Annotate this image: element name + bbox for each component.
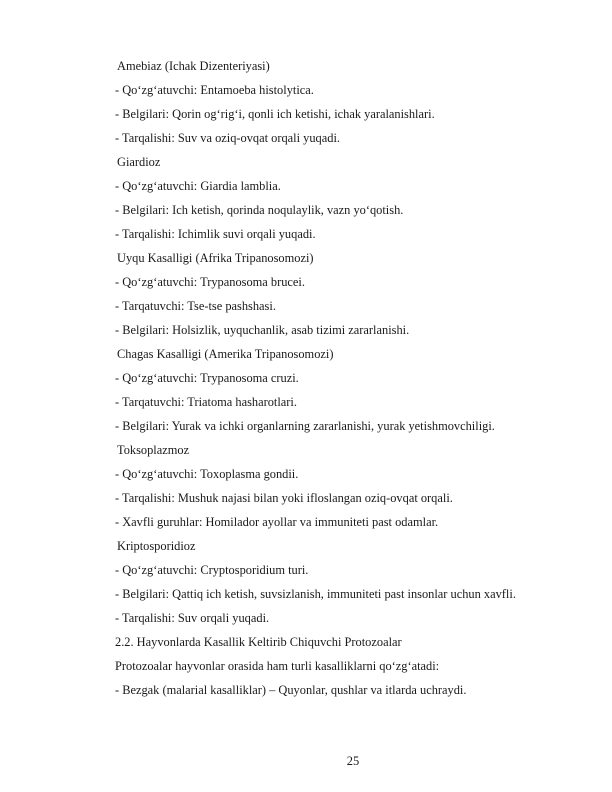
text-line: - Belgilari: Yurak va ichki organlarning zararlanishi, yurak yetishmovchiligi. bbox=[115, 419, 495, 433]
text-line: - Qo‘zg‘atuvchi: Cryptosporidium turi. bbox=[115, 563, 309, 577]
heading-uyqu-kasalligi: Uyqu Kasalligi (Afrika Tripanosomozi) bbox=[117, 251, 314, 265]
text-line: - Qo‘zg‘atuvchi: Giardia lamblia. bbox=[115, 179, 281, 193]
text-line: - Qo‘zg‘atuvchi: Entamoeba histolytica. bbox=[115, 83, 314, 97]
text-line: - Xavfli guruhlar: Homilador ayollar va immuniteti past odamlar. bbox=[115, 515, 439, 529]
text-line: - Tarqalishi: Suv orqali yuqadi. bbox=[115, 611, 270, 625]
text-line: - Qo‘zg‘atuvchi: Trypanosoma cruzi. bbox=[115, 371, 299, 385]
text-line: - Tarqalishi: Mushuk najasi bilan yoki ifloslangan oziq-ovqat orqali. bbox=[115, 491, 453, 505]
heading-chagas-kasalligi: Chagas Kasalligi (Amerika Tripanosomozi) bbox=[117, 347, 334, 361]
text-line: - Belgilari: Qattiq ich ketish, suvsizlanish, immuniteti past insonlar uchun xavfli. bbox=[115, 587, 516, 601]
text-line: - Tarqatuvchi: Triatoma hasharotlari. bbox=[115, 395, 297, 409]
text-line: - Belgilari: Qorin og‘rig‘i, qonli ich ketishi, ichak yaralanishlari. bbox=[115, 107, 435, 121]
text-line: - Qo‘zg‘atuvchi: Toxoplasma gondii. bbox=[115, 467, 299, 481]
heading-amebiaz: Amebiaz (Ichak Dizenteriyasi) bbox=[117, 59, 270, 73]
section-heading: 2.2. Hayvonlarda Kasallik Keltirib Chiquvchi Protozoalar bbox=[115, 635, 402, 649]
text-line: - Tarqalishi: Ichimlik suvi orqali yuqadi. bbox=[115, 227, 316, 241]
text-line: - Belgilari: Holsizlik, uyquchanlik, asab tizimi zararlanishi. bbox=[115, 323, 410, 337]
page-number: 25 bbox=[346, 754, 360, 768]
heading-toksoplazmoz: Toksoplazmoz bbox=[117, 443, 190, 457]
heading-kriptosporidioz: Kriptosporidioz bbox=[117, 539, 196, 553]
text-line: - Belgilari: Ich ketish, qorinda noqulaylik, vazn yo‘qotish. bbox=[115, 203, 404, 217]
text-line: - Tarqatuvchi: Tse-tse pashshasi. bbox=[115, 299, 276, 313]
text-line: - Qo‘zg‘atuvchi: Trypanosoma brucei. bbox=[115, 275, 305, 289]
text-line: - Tarqalishi: Suv va oziq-ovqat orqali yuqadi. bbox=[115, 131, 340, 145]
text-line: - Bezgak (malarial kasalliklar) – Quyonlar, qushlar va itlarda uchraydi. bbox=[115, 683, 467, 697]
heading-giardioz: Giardioz bbox=[117, 155, 161, 169]
text-line: Protozoalar hayvonlar orasida ham turli kasalliklarni qo‘zg‘atadi: bbox=[115, 659, 440, 673]
